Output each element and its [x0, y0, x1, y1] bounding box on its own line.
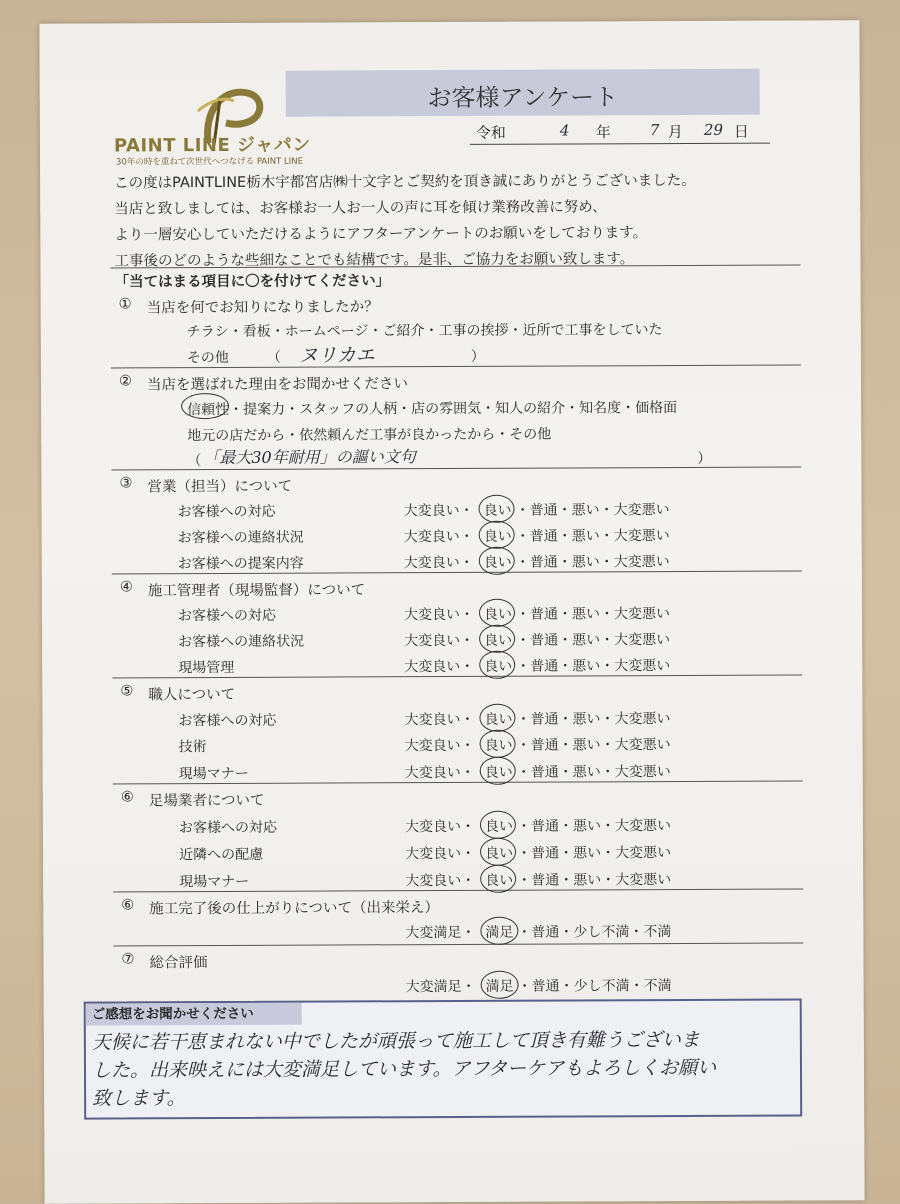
rating-options-rest: ・普通・悪い・大変悪い — [516, 818, 671, 835]
q2-options-2: 地元の店だから・依然頼んだ工事が良かったから・その他 — [187, 426, 552, 445]
date-month-unit: 月 — [667, 122, 683, 142]
q2-number: ② — [118, 373, 133, 390]
rating-option-very-good: 大変良い・ — [403, 502, 474, 520]
rating-options-rest: ・普通・悪い・大変悪い — [516, 632, 671, 649]
q4-number: ④ — [119, 579, 133, 596]
rating-options-rest: ・普通・悪い・大変悪い — [516, 737, 671, 754]
q3-row-3-label: お客様への提案内容 — [177, 555, 304, 573]
selection-circle — [479, 547, 515, 575]
divider — [113, 942, 803, 946]
q5-row-2-label: 技術 — [178, 739, 207, 756]
selection-circle — [480, 811, 516, 839]
rating-option-good: 良い — [485, 845, 514, 862]
q2-options-rest: ・提案力・スタッフの人柄・店の雰囲気・知人の紹介・知名度・価格面 — [229, 400, 678, 418]
comment-line-2: した。出来映えには大変満足しています。アフターケアもよろしくお願い — [91, 1056, 717, 1082]
comment-heading: ご感想をお聞かせください — [86, 1003, 302, 1026]
rating-options-rest: ・普通・悪い・大変悪い — [516, 658, 671, 675]
selection-circle — [480, 865, 516, 893]
q5-number: ⑤ — [120, 683, 134, 700]
rating-options-rest: ・普通・悪い・大変悪い — [515, 528, 670, 545]
rating-options-rest: ・普通・悪い・大変悪い — [515, 502, 670, 519]
q4-question: 施工管理者（現場監督）について — [147, 582, 366, 600]
satisfaction-options-rest: ・普通・少し不満・不満 — [517, 978, 672, 995]
rating-option-good: 良い — [484, 632, 513, 649]
q1-other-close: ） — [470, 348, 485, 365]
selection-circle — [480, 757, 516, 785]
q3-row-1-label: お客様への対応 — [177, 503, 276, 521]
selection-circle — [480, 838, 516, 866]
q1-options: チラシ・看板・ホームページ・ご紹介・工事の挨拶・近所で工事をしていた — [186, 322, 663, 341]
selection-circle — [181, 393, 229, 419]
date-year: 4 — [559, 121, 570, 140]
q7-question: 施工完了後の仕上がりについて（出来栄え） — [149, 900, 440, 918]
q3-row-2-label: お客様への連絡状況 — [177, 529, 304, 547]
selection-circle — [479, 704, 515, 732]
q6-row-3-label: 現場マナー — [179, 873, 250, 891]
date-era: 令和 — [475, 123, 506, 142]
brand-tagline: 30年の時を重ねて次世代へつなげる PAINT LINE — [116, 156, 303, 168]
rating-option-good: 良い — [483, 606, 513, 623]
rating-options-rest: ・普通・悪い・大変悪い — [516, 764, 671, 781]
date-day: 29 — [703, 120, 724, 139]
rating-option-very-good: 大変良い・ — [405, 845, 476, 863]
rating-options-rest: ・普通・悪い・大変悪い — [516, 711, 671, 728]
rating-option-very-good: 大変良い・ — [404, 764, 475, 782]
rating-option-good: 良い — [484, 711, 513, 728]
q5-row-3-label: 現場マナー — [178, 765, 249, 783]
satisfaction-option-satisfied: 満足 — [485, 978, 514, 995]
rating-option-good: 良い — [484, 764, 513, 781]
intro-line-1: この度はPAINTLINE栃木宇都宮店㈱十文字とご契約を頂き誠にありがとうございました。 — [114, 172, 696, 192]
q4-row-2-label: お客様への連絡状況 — [178, 633, 305, 651]
selection-circle — [478, 495, 514, 523]
instruction: 「当てはまる項目に〇を付けてください」 — [114, 273, 391, 291]
satisfaction-options-rest: ・普通・少し不満・不満 — [517, 924, 672, 941]
q5-row-1-label: お客様への対応 — [178, 712, 277, 730]
rating-option-very-good: 大変良い・ — [404, 818, 475, 836]
rating-option-very-good: 大変良い・ — [403, 554, 474, 572]
q2-other-close: ） — [697, 450, 712, 467]
selection-circle — [479, 625, 515, 653]
q1-other-open: （ — [266, 349, 281, 366]
q7-number: ⑥ — [121, 897, 135, 914]
selection-circle — [479, 651, 515, 679]
satisfaction-option-very-satisfied: 大変満足・ — [405, 924, 476, 942]
rating-options-rest: ・普通・悪い・大変悪い — [515, 606, 671, 623]
comment-line-1: 天候に若干恵まれない中でしたが頑張って施工して頂き有難うございま — [91, 1028, 700, 1054]
rating-option-good: 良い — [485, 872, 514, 889]
intro-line-2: 当店と致しましては、お客様お一人お一人の声に耳を傾け業務改善に努め、 — [114, 199, 607, 218]
q4-row-3-label: 現場管理 — [178, 659, 235, 677]
q1-question: 当店を何でお知りになりましたか？ — [146, 299, 379, 317]
q1-other-label: その他 — [186, 349, 229, 367]
intro-line-4: 工事後のどのような些細なことでも結構です。是非、ご協力をお願い致します。 — [114, 251, 635, 270]
rating-option-good: 良い — [483, 554, 512, 571]
rating-option-very-good: 大変良い・ — [404, 632, 475, 650]
satisfaction-option-very-satisfied: 大変満足・ — [405, 978, 476, 996]
rating-option-very-good: 大変良い・ — [404, 737, 475, 755]
selection-circle — [480, 917, 518, 945]
q8-question: 総合評価 — [149, 955, 208, 972]
q6-question: 足場業者について — [148, 792, 265, 810]
form-title: お客様アンケート — [427, 83, 619, 113]
survey-sheet — [39, 20, 864, 1204]
rating-option-very-good: 大変良い・ — [405, 872, 476, 890]
rating-option-good: 良い — [484, 658, 513, 675]
q4-row-1-label: お客様への対応 — [177, 607, 277, 625]
date-year-unit: 年 — [595, 123, 611, 142]
q2-question: 当店を選ばれた理由をお聞かせください — [146, 376, 409, 394]
q5-question: 職人について — [148, 686, 236, 704]
date-day-unit: 日 — [733, 122, 749, 141]
q6-number: ⑥ — [120, 789, 134, 806]
q1-number: ① — [118, 296, 132, 313]
selection-circle — [481, 971, 519, 999]
q3-number: ③ — [119, 475, 133, 492]
satisfaction-option-satisfied: 満足 — [485, 924, 514, 941]
q2-other-answer: 「最大30年耐用」の謳い文句 — [203, 447, 416, 468]
date-month: 7 — [649, 121, 660, 140]
q2-other-open: （ — [187, 453, 202, 470]
rating-option-good: 良い — [484, 737, 513, 754]
q3-question: 営業（担当）について — [147, 478, 293, 496]
rating-option-good: 良い — [484, 818, 513, 835]
comment-line-3: 致します。 — [92, 1087, 186, 1110]
brand-name: PAINT LINE ジャパン — [113, 134, 311, 157]
date-underline — [470, 117, 770, 145]
rating-option-good: 良い — [483, 502, 512, 519]
rating-option-very-good: 大変良い・ — [404, 658, 475, 676]
selection-circle — [480, 730, 516, 758]
selection-circle — [479, 599, 515, 627]
rating-option-very-good: 大変良い・ — [403, 606, 475, 624]
selection-circle — [479, 521, 515, 549]
q6-row-1-label: お客様への対応 — [178, 819, 277, 837]
rating-option-very-good: 大変良い・ — [404, 711, 475, 729]
rating-options-rest: ・普通・悪い・大変悪い — [515, 554, 670, 571]
q6-row-2-label: 近隣への配慮 — [179, 846, 264, 864]
rating-options-rest: ・普通・悪い・大変悪い — [517, 845, 672, 862]
q2-option-selected: 信頼性 — [187, 401, 230, 419]
q1-other-answer: ヌリカエ — [298, 344, 375, 367]
intro-line-3: より一層安心していただけるようにアフターアンケートのお願いをしております。 — [114, 225, 648, 244]
rating-option-very-good: 大変良い・ — [403, 528, 474, 546]
rating-option-good: 良い — [483, 528, 512, 545]
q8-number: ⑦ — [121, 951, 135, 968]
rating-options-rest: ・普通・悪い・大変悪い — [517, 872, 672, 889]
